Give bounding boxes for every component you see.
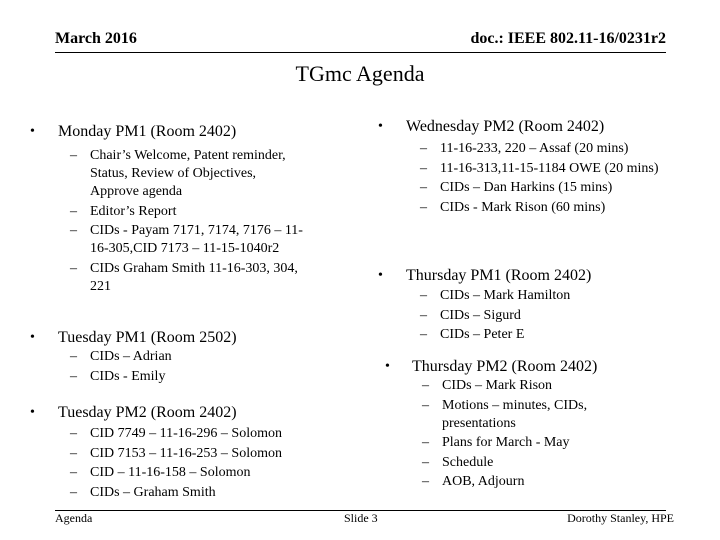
dash-marker: –	[70, 203, 77, 219]
bullet-marker: •	[378, 119, 383, 134]
dash-marker: –	[70, 260, 77, 276]
agenda-item: CIDs - Mark Rison (60 mins)	[440, 199, 606, 215]
agenda-item: Editor’s Report	[90, 203, 177, 219]
header-date: March 2016	[55, 30, 137, 47]
footer-left: Agenda	[55, 511, 93, 525]
dash-marker: –	[422, 435, 429, 450]
dash-marker: –	[422, 474, 429, 489]
dash-marker: –	[70, 445, 77, 461]
bullet-marker: •	[378, 268, 383, 283]
agenda-item: AOB, Adjourn	[442, 474, 525, 489]
agenda-item: CIDs – Adrian	[90, 349, 172, 364]
agenda-item: CID 7749 – 11-16-296 – Solomon	[90, 426, 282, 441]
header-doc-id: doc.: IEEE 802.11-16/0231r2	[470, 30, 666, 47]
agenda-item: CIDs – Dan Harkins (15 mins)	[440, 180, 613, 195]
agenda-item: CID 7153 – 11-16-253 – Solomon	[90, 445, 282, 461]
agenda-item: 11-16-233, 220 – Assaf (20 mins)	[440, 141, 629, 156]
dash-marker: –	[422, 378, 429, 393]
dash-marker: –	[420, 199, 427, 215]
agenda-item: CIDs – Mark Hamilton	[440, 288, 571, 303]
dash-marker: –	[70, 426, 77, 441]
agenda-item: CIDs – Graham Smith	[90, 484, 216, 500]
agenda-item: CIDs – Peter E	[440, 327, 525, 342]
slide-title: TGmc Agenda	[295, 61, 425, 86]
agenda-item: CID – 11-16-158 – Solomon	[90, 465, 251, 480]
session-heading: Thursday PM1 (Room 2402)	[406, 267, 592, 284]
bullet-marker: •	[30, 124, 35, 139]
dash-marker: –	[70, 484, 77, 500]
dash-marker: –	[420, 180, 427, 195]
dash-marker: –	[70, 223, 77, 238]
agenda-item: CIDs – Mark Rison	[442, 378, 553, 393]
dash-marker: –	[420, 327, 427, 342]
dash-marker: –	[70, 148, 77, 163]
header-divider	[55, 52, 666, 53]
session-heading: Wednesday PM2 (Room 2402)	[406, 118, 605, 135]
agenda-item: Chair’s Welcome, Patent reminder, Status, Review of Objectives, Approve agenda	[90, 148, 286, 199]
agenda-item: 11-16-313,11-15-1184 OWE (20 mins)	[440, 160, 659, 176]
session-heading: Tuesday PM2 (Room 2402)	[58, 404, 237, 421]
agenda-item: CIDs Graham Smith 11-16-303, 304, 221	[90, 260, 298, 294]
slide-number: Slide 3	[344, 511, 378, 525]
dash-marker: –	[420, 288, 427, 303]
dash-marker: –	[420, 141, 427, 156]
bullet-marker: •	[30, 330, 35, 345]
agenda-item: CIDs - Emily	[90, 368, 166, 384]
agenda-item: Schedule	[442, 454, 494, 470]
session-heading: Tuesday PM1 (Room 2502)	[58, 329, 237, 346]
bullet-marker: •	[30, 405, 35, 420]
dash-marker: –	[420, 160, 427, 176]
agenda-item: CIDs – Sigurd	[440, 307, 521, 323]
session-heading: Monday PM1 (Room 2402)	[58, 123, 237, 140]
agenda-item: Motions – minutes, CIDs, presentations	[442, 397, 588, 431]
dash-marker: –	[70, 465, 77, 480]
dash-marker: –	[422, 397, 429, 413]
dash-marker: –	[70, 349, 77, 364]
dash-marker: –	[422, 454, 429, 470]
agenda-item: CIDs - Payam 7171, 7174, 7176 – 11- 16-305,CID 7173 – 11-15-1040r2	[90, 223, 303, 256]
footer-author: Dorothy Stanley, HPE	[567, 511, 674, 525]
agenda-item: Plans for March - May	[442, 435, 570, 450]
dash-marker: –	[70, 368, 77, 384]
session-heading: Thursday PM2 (Room 2402)	[412, 358, 598, 375]
dash-marker: –	[420, 307, 427, 323]
bullet-marker: •	[385, 359, 390, 374]
